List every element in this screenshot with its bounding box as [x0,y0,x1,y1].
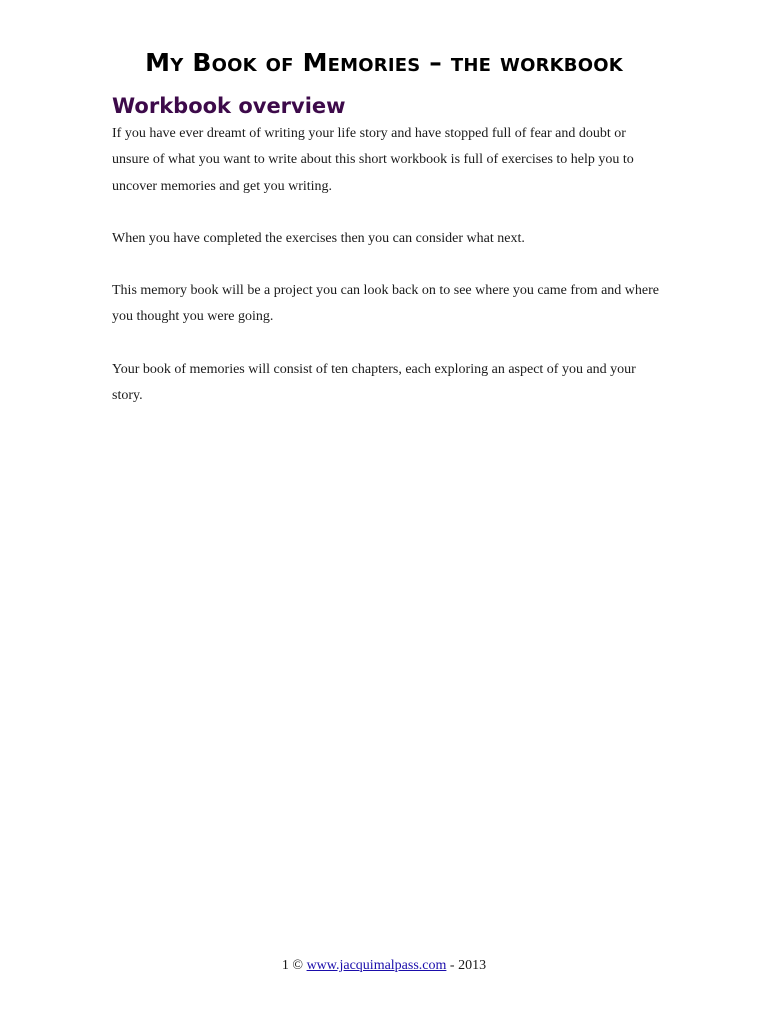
footer-suffix: - 2013 [446,958,487,973]
footer-prefix: 1 © [281,958,307,973]
paragraph-1: If you have ever dreamt of writing your life story and have stopped full of fear and doubt or unsure of what you want to write about this short workbook is full of exercises to help you to uncover memories and get you writing. [112,126,634,194]
paragraph-4: Your book of memories will consist of ten chapters, each exploring an aspect of you and your story. [112,361,636,404]
paragraph-3: This memory book will be a project you can look back on to see where you came from and where you thought you were going. [112,283,659,325]
paragraph-2: When you have completed the exercises then you can consider what next. [112,230,525,246]
document-title: My Book of Memories – the workbook [145,48,623,77]
footer-website-link[interactable]: www.jacquimalpass.com [306,958,447,973]
body-text [112,121,660,435]
section-heading: Workbook overview [112,94,346,118]
page-footer [0,958,768,974]
